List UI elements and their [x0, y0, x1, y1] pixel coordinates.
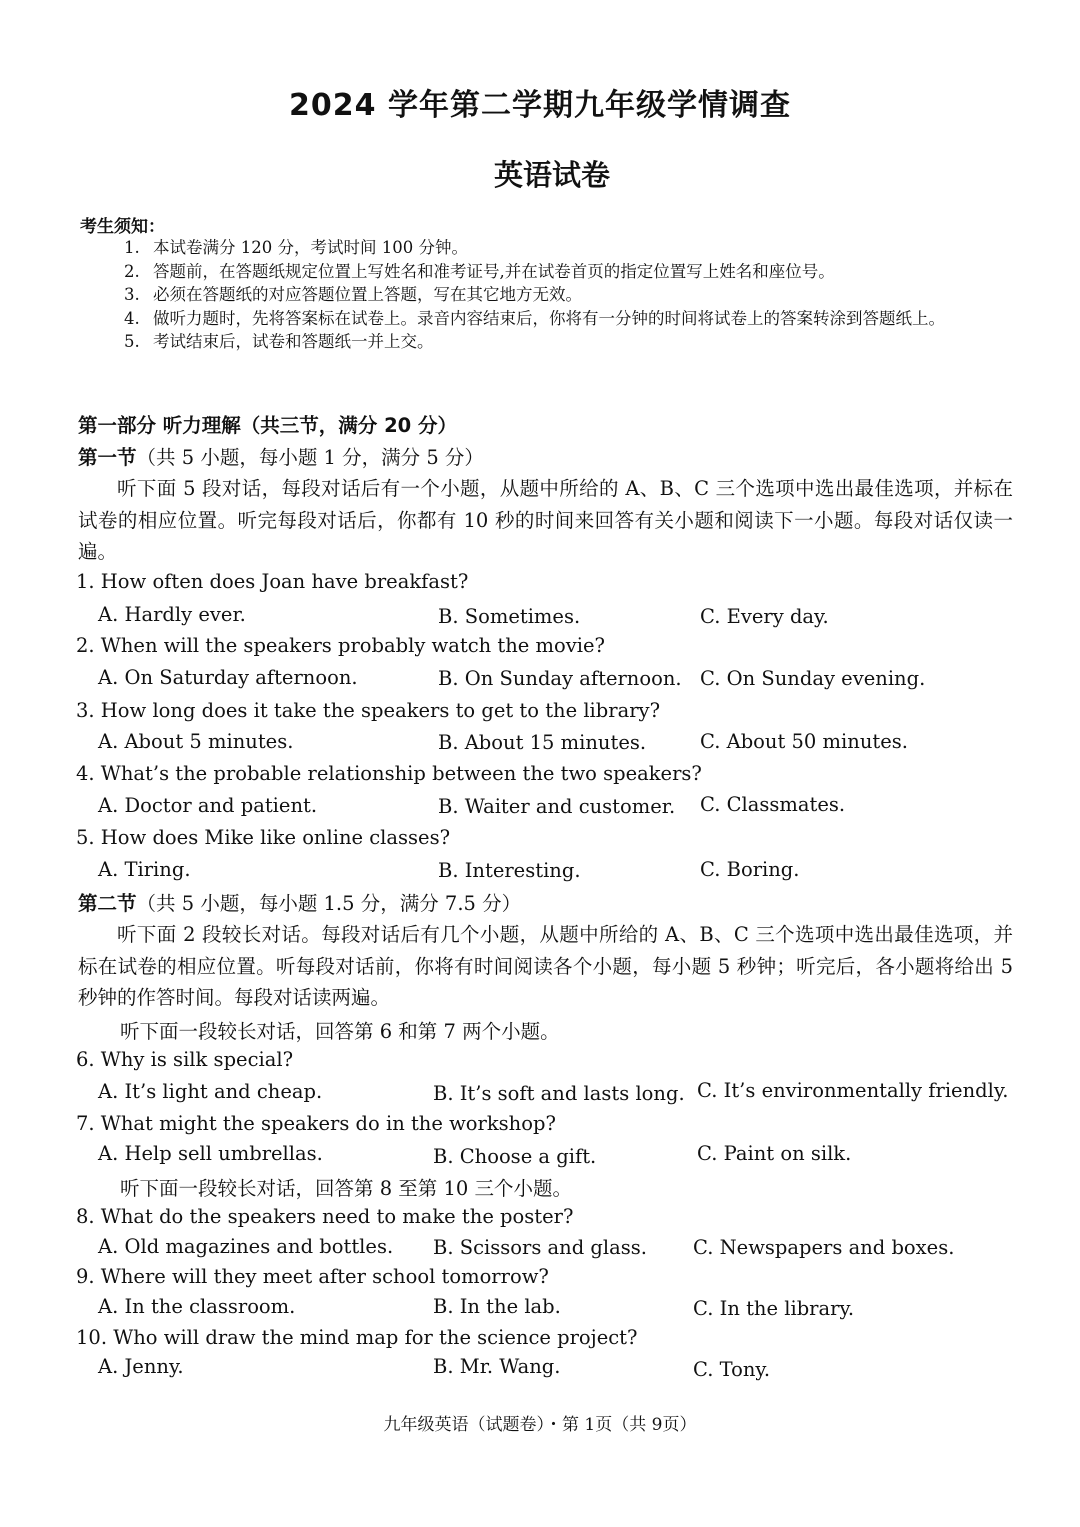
question-text: 7. What might the speakers do in the workshop?: [76, 1112, 556, 1135]
notice-item-number: 3.: [124, 285, 140, 304]
section1-heading: [78, 442, 484, 470]
question-text: 10. Who will draw the mind map for the science project?: [76, 1326, 638, 1349]
question-text: 9. Where will they meet after school tomorrow?: [76, 1265, 549, 1288]
notice-item: [124, 330, 1024, 354]
section2-info: （共 5 小题，每小题 1.5 分，满分 7.5 分）: [136, 892, 522, 915]
question-text: 8. What do the speakers need to make the poster?: [76, 1205, 574, 1228]
notice-item: [124, 260, 1024, 284]
notice-heading: 考生须知：: [80, 217, 165, 237]
option-c: C. Classmates.: [700, 793, 846, 816]
section2-label: 第二节: [78, 892, 137, 915]
notice-item-number: 2.: [124, 261, 140, 281]
question-text: 1. How often does Joan have breakfast?: [76, 570, 469, 593]
notice-list: [124, 236, 1024, 354]
section2-instructions: 听下面 2 段较长对话。每段对话后有几个小题，从题中所给的 A、B、C 三个选项中选出最佳选项，并标在试卷的相应位置。听每段对话前，你将有时间阅读各个小题，每小题 5 秒钟；听完后，各小题将给出 5 秒钟的作答时间。每段对话读两遍。: [78, 923, 1013, 1009]
option-b: B. Choose a gift.: [433, 1145, 597, 1168]
option-a: A. About 5 minutes.: [98, 730, 294, 753]
option-a: A. It’s light and cheap.: [98, 1080, 323, 1103]
notice-item-text: 本试卷满分 120 分，考试时间 100 分钟。: [153, 238, 468, 257]
notice-item-number: 4.: [124, 308, 140, 328]
notice-item-text: 答题前，在答题纸规定位置上写姓名和准考证号,并在试卷首页的指定位置写上姓名和座位号。: [153, 261, 835, 281]
option-c: C. In the library.: [693, 1297, 855, 1320]
option-b: B. Mr. Wang.: [433, 1355, 561, 1378]
dialogue2-note: 听下面一段较长对话，回答第 8 至第 10 三个小题。: [120, 1177, 573, 1200]
option-b: B. On Sunday afternoon.: [438, 667, 682, 690]
notice-item-number: 1.: [124, 238, 140, 257]
part1-heading: 第一部分 听力理解（共三节，满分 20 分）: [78, 414, 458, 437]
question-text: 5. How does Mike like online classes?: [76, 826, 451, 849]
option-a: A. Tiring.: [98, 858, 191, 881]
section1-instructions: 听下面 5 段对话，每段对话后有一个小题，从题中所给的 A、B、C 三个选项中选出最佳选项，并标在试卷的相应位置。听完每段对话后，你都有 10 秒的时间来回答有关小题和阅读下一小题。每段对话仅读一遍。: [78, 477, 1013, 563]
notice-item-text: 必须在答题纸的对应答题位置上答题，写在其它地方无效。: [153, 285, 582, 304]
option-c: C. About 50 minutes.: [700, 730, 908, 753]
option-a: A. Old magazines and bottles.: [98, 1235, 394, 1258]
option-c: C. Tony.: [693, 1358, 771, 1381]
notice-item: [124, 236, 1024, 260]
question-text: 2. When will the speakers probably watch the movie?: [76, 634, 606, 657]
notice-item-text: 考试结束后，试卷和答题纸一并上交。: [153, 332, 434, 351]
section2-heading: [78, 888, 521, 916]
notice-item: [124, 283, 1024, 307]
option-c: C. Boring.: [700, 858, 800, 881]
option-b: B. Interesting.: [438, 859, 581, 882]
option-c: C. On Sunday evening.: [700, 667, 926, 690]
option-a: A. Hardly ever.: [98, 603, 246, 626]
dialogue1-note: 听下面一段较长对话，回答第 6 和第 7 两个小题。: [120, 1020, 560, 1043]
option-b: B. In the lab.: [433, 1295, 561, 1318]
option-a: A. Doctor and patient.: [98, 794, 318, 817]
option-c: C. Every day.: [700, 605, 829, 628]
option-b: B. Waiter and customer.: [438, 795, 676, 818]
option-b: B. Sometimes.: [438, 605, 581, 628]
question-text: 4. What’s the probable relationship between the two speakers?: [76, 762, 702, 785]
question-text: 6. Why is silk special?: [76, 1048, 294, 1071]
option-b: B. About 15 minutes.: [438, 731, 647, 754]
notice-item-text: 做听力题时，先将答案标在试卷上。录音内容结束后，你将有一分钟的时间将试卷上的答案转涂到答题纸上。: [153, 308, 945, 328]
option-b: B. It’s soft and lasts long.: [433, 1082, 685, 1105]
option-a: A. Jenny.: [98, 1355, 184, 1378]
exam-title: 2024 学年第二学期九年级学情调查: [289, 88, 791, 123]
option-a: A. On Saturday afternoon.: [98, 666, 358, 689]
question-text: 3. How long does it take the speakers to get to the library?: [76, 699, 661, 722]
exam-subtitle: 英语试卷: [493, 158, 610, 192]
option-c: C. Newspapers and boxes.: [693, 1236, 955, 1259]
option-b: B. Scissors and glass.: [433, 1236, 647, 1259]
option-c: C. It’s environmentally friendly.: [697, 1079, 1009, 1102]
notice-item: [124, 307, 1024, 331]
section1-info: （共 5 小题，每小题 1 分，满分 5 分）: [136, 446, 484, 469]
page-footer: 九年级英语（试题卷）・第 1页（共 9页）: [383, 1415, 697, 1435]
option-a: A. Help sell umbrellas.: [98, 1142, 323, 1165]
option-c: C. Paint on silk.: [697, 1142, 852, 1165]
section1-label: 第一节: [78, 446, 137, 469]
option-a: A. In the classroom.: [98, 1295, 296, 1318]
notice-item-number: 5.: [124, 332, 140, 351]
